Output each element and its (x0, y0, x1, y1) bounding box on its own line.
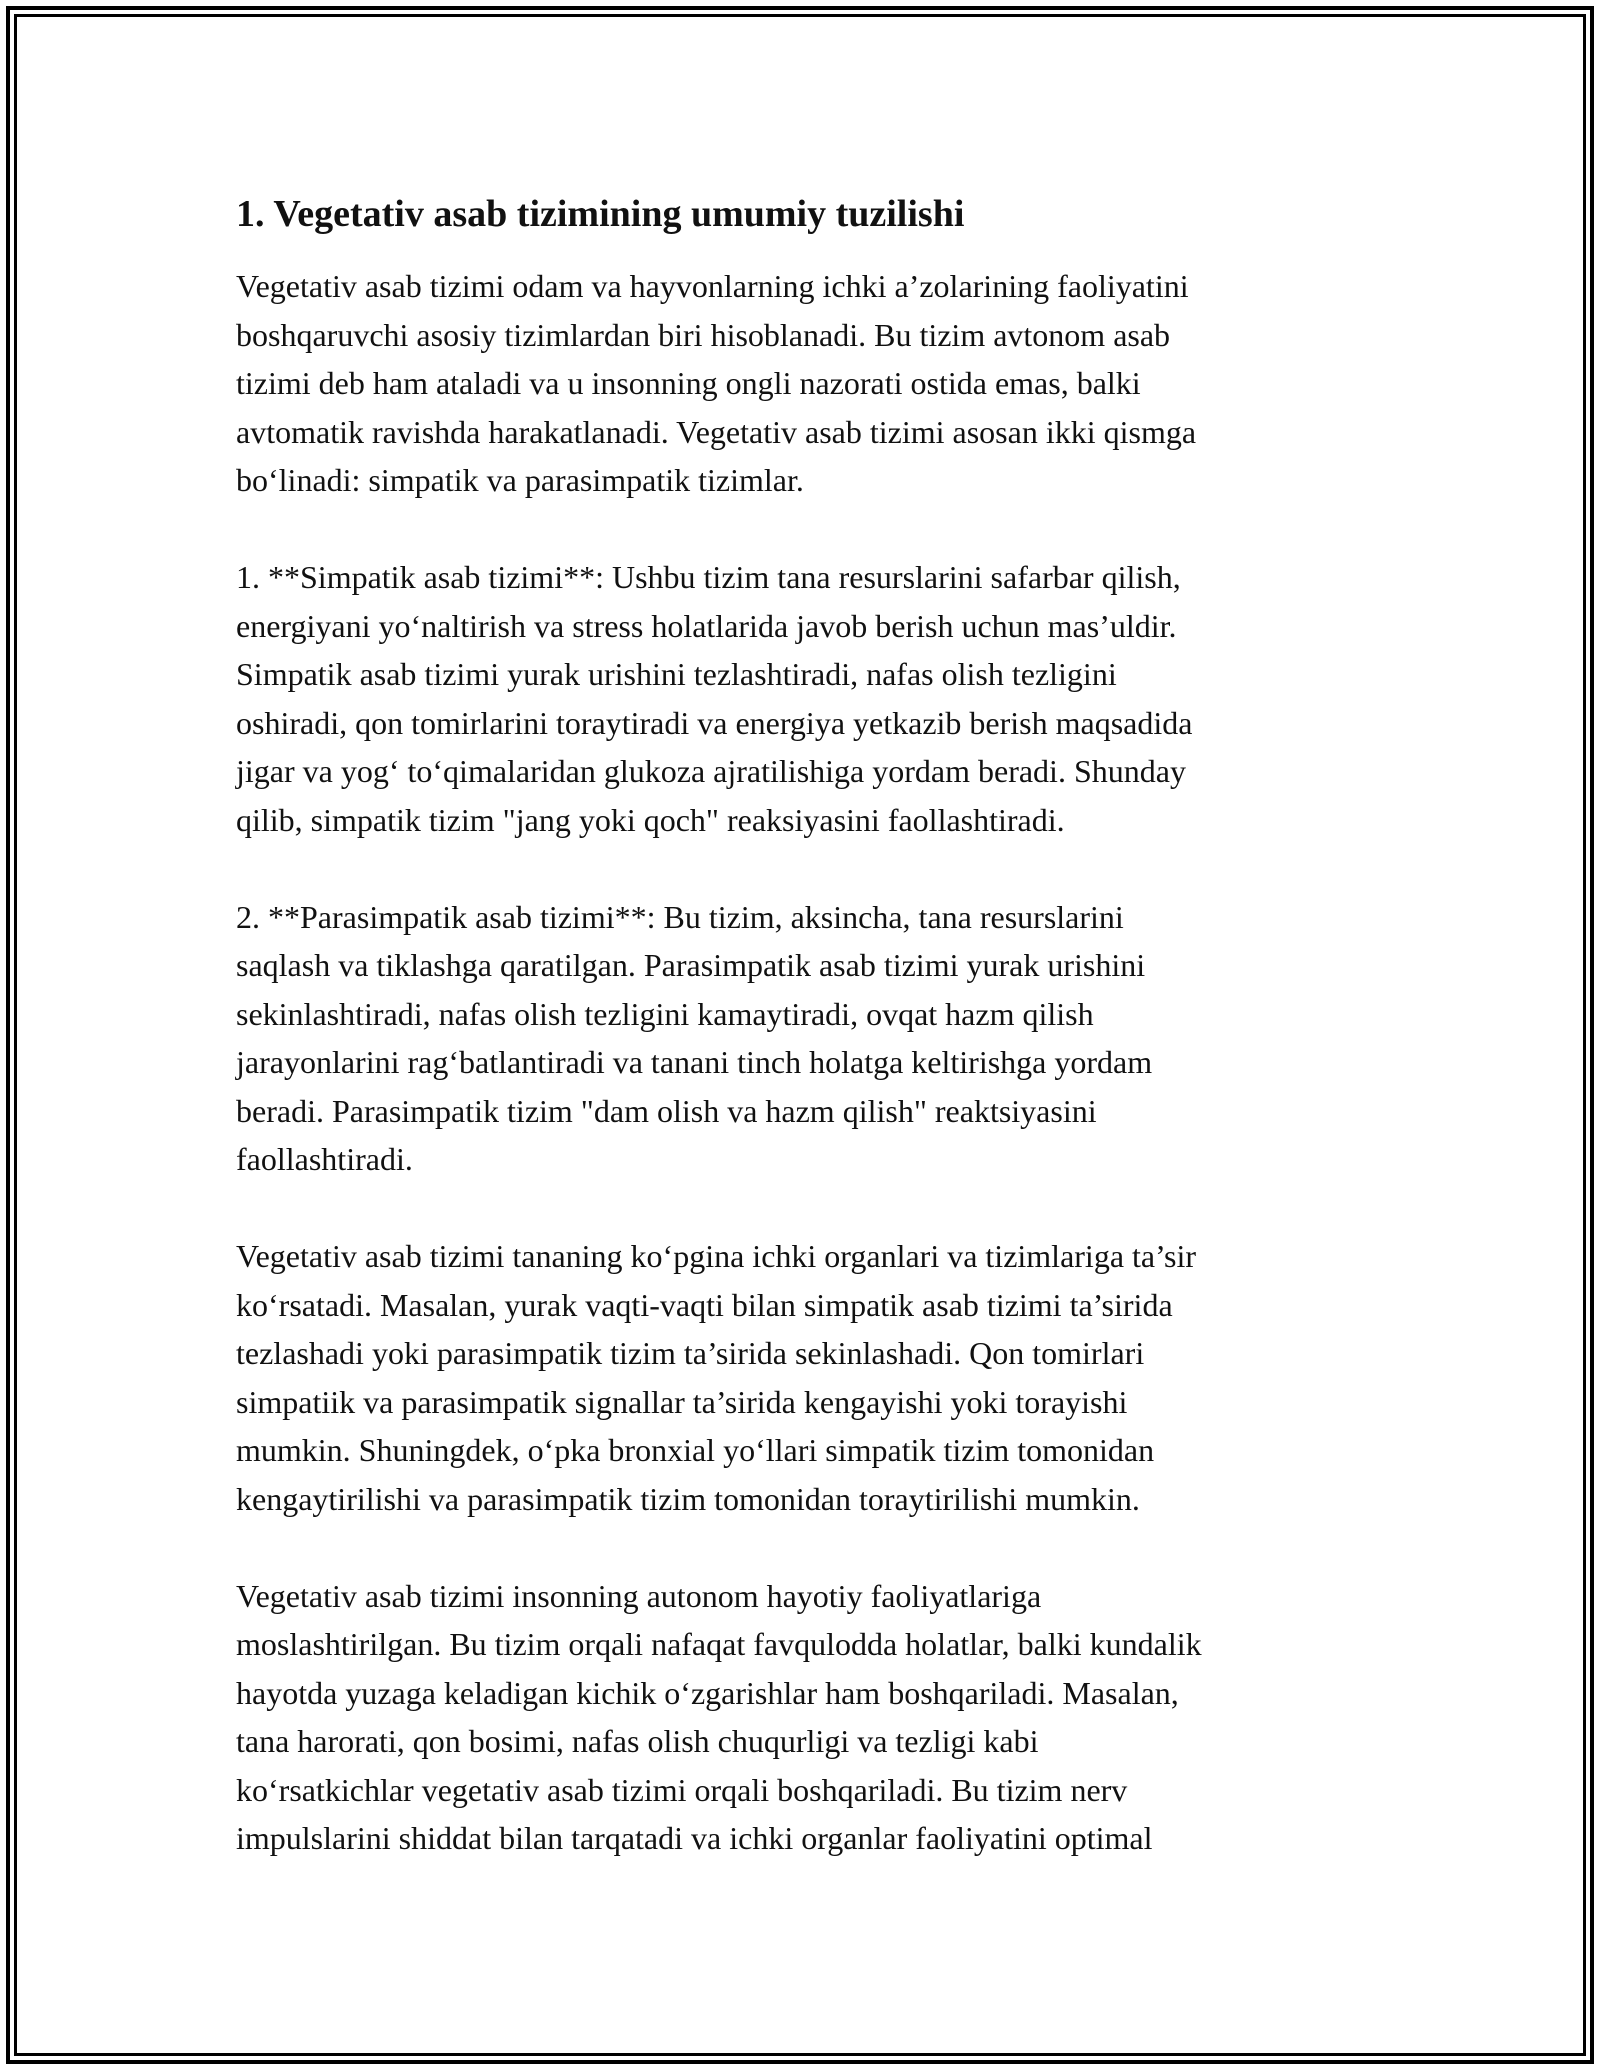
text-line: moslashtirilgan. Bu tizim orqali nafaqat favqulodda holatlar, balki kundalik (236, 1626, 1202, 1662)
paragraph-parasympathetic (236, 893, 1356, 1184)
text-line: tizimi deb ham ataladi va u insonning ongli nazorati ostida emas, balki (236, 365, 1141, 401)
paragraph-autonomic-regulation (236, 1572, 1356, 1863)
text-line: mumkin. Shuningdek, o‘pka bronxial yo‘llari simpatik tizim tomonidan (236, 1432, 1155, 1468)
text-line: energiyani yo‘naltirish va stress holatlarida javob berish uchun mas’uldir. (236, 607, 1177, 644)
paragraph-sympathetic (236, 553, 1356, 844)
text-line: jigar va yog‘ to‘qimalaridan glukoza ajratilishiga yordam beradi. Shunday (236, 753, 1186, 789)
text-line: avtomatik ravishda harakatlanadi. Vegetativ asab tizimi asosan ikki qismga (236, 413, 1197, 450)
text-line: ko‘rsatkichlar vegetativ asab tizimi orqali boshqariladi. Bu tizim nerv (236, 1771, 1128, 1808)
text-line: ko‘rsatadi. Masalan, yurak vaqti-vaqti bilan simpatik asab tizimi ta’sirida (236, 1286, 1173, 1323)
text-line: Vegetativ asab tizimi odam va hayvonlarning ichki a’zolarining faoliyatini (236, 268, 1189, 304)
text-line: jarayonlarini rag‘batlantiradi va tanani tinch holatga keltirishga yordam (236, 1044, 1153, 1080)
text-line: saqlash va tiklashga qaratilgan. Parasimpatik asab tizimi yurak urishini (236, 947, 1146, 983)
text-line: impulslarini shiddat bilan tarqatadi va ichki organlar faoliyatini optimal (236, 1820, 1153, 1856)
text-line: bo‘linadi: simpatik va parasimpatik tizimlar. (236, 462, 804, 498)
paragraph-organ-effects (236, 1232, 1356, 1523)
text-line: boshqaruvchi asosiy tizimlardan biri hisoblanadi. Bu tizim avtonom asab (236, 316, 1171, 353)
text-line: 1. **Simpatik asab tizimi**: Ushbu tizim tana resurslarini safarbar qilish, (236, 559, 1181, 595)
text-line: tezlashadi yoki parasimpatik tizim ta’sirida sekinlashadi. Qon tomirlari (236, 1335, 1145, 1371)
text-line: hayotda yuzaga keladigan kichik o‘zgarishlar ham boshqariladi. Masalan, (236, 1674, 1179, 1711)
text-line: 2. **Parasimpatik asab tizimi**: Bu tizim, aksincha, tana resurslarini (236, 898, 1124, 935)
text-line: qilib, simpatik tizim "jang yoki qoch" reaksiyasini faollashtiradi. (236, 801, 1065, 838)
text-line: kengaytirilishi va parasimpatik tizim tomonidan toraytirilishi mumkin. (236, 1480, 1140, 1517)
text-line: Vegetativ asab tizimi tananing ko‘pgina ichki organlari va tizimlariga ta’sir (236, 1238, 1196, 1274)
text-line: tana harorati, qon bosimi, nafas olish chuqurligi va tezligi kabi (236, 1723, 1039, 1759)
document-body (236, 188, 1356, 1863)
text-line: oshiradi, qon tomirlarini toraytiradi va energiya yetkazib berish maqsadida (236, 704, 1193, 741)
text-line: sekinlashtiradi, nafas olish tezligini kamaytiradi, ovqat hazm qilish (236, 995, 1094, 1032)
text-line: beradi. Parasimpatik tizim "dam olish va hazm qilish" reaktsiyasini (236, 1092, 1097, 1129)
text-line: simpatiik va parasimpatik signallar ta’sirida kengayishi yoki torayishi (236, 1383, 1128, 1420)
text-line: Simpatik asab tizimi yurak urishini tezlashtiradi, nafas olish tezligini (236, 656, 1117, 692)
paragraph-intro (236, 262, 1356, 505)
text-line: faollashtiradi. (236, 1141, 413, 1177)
section-heading: 1. Vegetativ asab tizimining umumiy tuzilishi (236, 193, 965, 235)
text-line: Vegetativ asab tizimi insonning autonom hayotiy faoliyatlariga (236, 1577, 1042, 1614)
